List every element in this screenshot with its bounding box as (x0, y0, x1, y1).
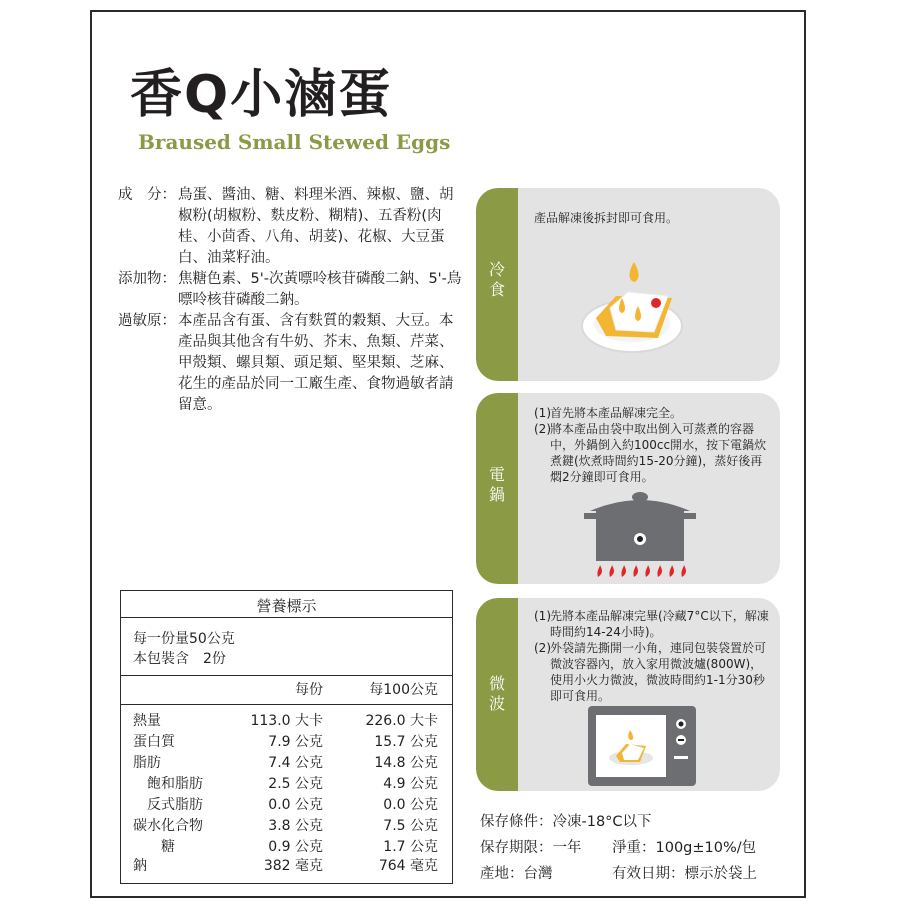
step-text: 外袋請先撕開一小角，連同包裝袋置於可微波容器內，放入家用微波爐(800W)，使用小火力微波，微波時間約1-1分30秒即可食用。 (550, 641, 767, 703)
divider (121, 675, 452, 676)
nutrient-name: 反式脂肪 (133, 797, 203, 813)
method-panel-cold (476, 188, 780, 381)
servings-text: 本包裝含 2份 (133, 651, 226, 667)
microwave-icon (588, 706, 696, 786)
expiry-date: 有效日期：標示於袋上 (612, 866, 757, 882)
nutrient-per-serving: 7.9 公克 (268, 734, 323, 750)
rice-cooker-pot-icon (582, 485, 702, 581)
nutrient-name: 鈉 (133, 858, 147, 874)
nutrition-title: 營養標示 (256, 597, 317, 615)
nutrient-name: 飽和脂肪 (133, 776, 203, 792)
allergen-row (118, 311, 463, 416)
ingredients-label: 成 分： (118, 187, 176, 203)
ingredients-block (118, 185, 463, 416)
col-per-serving: 每份 (295, 682, 323, 698)
nutrient-per-serving: 0.9 公克 (268, 839, 323, 855)
step-text: 首先將本產品解凍完全。 (550, 406, 683, 420)
step-item (534, 405, 770, 421)
nutrition-row (133, 732, 438, 752)
step-number: (2) (534, 422, 551, 436)
method-panel-microwave (476, 598, 780, 791)
step-item (534, 640, 770, 704)
nutrient-per-serving: 7.4 公克 (268, 755, 323, 771)
additives-label: 添加物： (118, 271, 176, 287)
step-number: (2) (534, 641, 551, 655)
nutrition-row (133, 837, 438, 857)
shelf-life: 保存期限：一年 (480, 840, 582, 856)
nutrient-per-serving: 382 毫克 (263, 858, 323, 874)
additives-row (118, 269, 463, 311)
nutrition-row (133, 774, 438, 794)
method-tab-char: 鍋 (488, 485, 505, 504)
allergen-text: 本產品含有蛋、含有麩質的穀類、大豆。本產品與其他含有牛奶、芥末、魚類、芹菜、甲殼類、螺貝類、頭足類、堅果類、芝麻、花生的產品於同一工廠生產、食物過敏者請留意。 (178, 313, 454, 413)
serving-size-text: 每一份量50公克 (133, 631, 235, 647)
method-text-cold: 產品解凍後拆封即可食用。 (534, 211, 679, 225)
nutrient-per-100g: 0.0 公克 (383, 797, 438, 813)
nutrient-name: 脂肪 (133, 755, 161, 771)
divider (121, 617, 452, 618)
additives-text: 焦糖色素、5'-次黃嘌呤核苷磷酸二鈉、5'-鳥嘌呤核苷磷酸二鈉。 (178, 271, 462, 308)
method-tab-microwave (476, 598, 518, 791)
nutrient-per-100g: 15.7 公克 (374, 734, 438, 750)
allergen-label: 過敏原： (118, 313, 176, 329)
method-panel-rice-cooker (476, 393, 780, 584)
nutrition-row (133, 856, 438, 876)
step-item (534, 608, 770, 640)
ingredients-text: 鳥蛋、醬油、糖、料理米酒、辣椒、鹽、胡椒粉(胡椒粉、麩皮粉、糊精)、五香粉(肉桂、小茴香、八角、胡荽)、花椒、大豆蛋白、油菜籽油。 (178, 187, 454, 266)
nutrition-header-row (133, 680, 438, 700)
method-tab-cold (476, 188, 518, 381)
method-tab-char: 波 (488, 694, 505, 713)
serving-size (133, 629, 438, 649)
step-item (534, 421, 770, 485)
method-tab-char: 食 (488, 280, 505, 299)
step-text: 將本產品由袋中取出倒入可蒸煮的容器中，外鍋倒入約100cc開水，按下電鍋炊煮鍵(炊煮時間約15-20分鐘)，蒸好後再燜2分鐘即可食用。 (550, 422, 767, 484)
product-title: 香Q小滷蛋 (130, 65, 393, 125)
nutrient-per-100g: 7.5 公克 (383, 818, 438, 834)
storage-condition: 保存條件：冷凍-18°C以下 (480, 814, 652, 830)
nutrient-per-serving: 2.5 公克 (268, 776, 323, 792)
nutrient-per-serving: 0.0 公克 (268, 797, 323, 813)
ingredients-row (118, 185, 463, 269)
nutrient-name: 碳水化合物 (133, 818, 203, 834)
nutrient-per-100g: 14.8 公克 (374, 755, 438, 771)
nutrient-name: 糖 (133, 839, 175, 855)
nutrient-per-100g: 226.0 大卡 (365, 713, 438, 729)
method-steps-microwave (534, 608, 770, 704)
nutrition-facts-table (120, 590, 453, 884)
plate-with-eggs-icon (576, 258, 696, 368)
nutrient-per-100g: 764 毫克 (378, 858, 438, 874)
step-number: (1) (534, 406, 551, 420)
method-tab-char: 冷 (488, 260, 505, 279)
nutrition-row (133, 816, 438, 836)
net-weight: 淨重：100g±10%/包 (612, 840, 757, 856)
nutrient-per-100g: 4.9 公克 (383, 776, 438, 792)
product-subtitle: Braused Small Stewed Eggs (138, 130, 451, 154)
divider (121, 704, 452, 705)
nutrient-per-serving: 3.8 公克 (268, 818, 323, 834)
nutrient-per-serving: 113.0 大卡 (250, 713, 323, 729)
method-tab-char: 微 (488, 674, 505, 693)
nutrition-row (133, 795, 438, 815)
origin: 產地：台灣 (480, 866, 553, 882)
nutrient-per-100g: 1.7 公克 (383, 839, 438, 855)
nutrient-name: 蛋白質 (133, 734, 175, 750)
servings-per-pack (133, 649, 438, 669)
method-tab-rice-cooker (476, 393, 518, 584)
nutrition-row (133, 711, 438, 731)
nutrient-name: 熱量 (133, 713, 161, 729)
method-tab-char: 電 (488, 465, 505, 484)
nutrition-row (133, 753, 438, 773)
step-number: (1) (534, 609, 551, 623)
col-per-100g: 每100公克 (369, 682, 438, 698)
method-steps-rice-cooker (534, 405, 770, 485)
step-text: 先將本產品解凍完畢(冷藏7°C以下，解凍時間約14-24小時)。 (550, 609, 769, 639)
